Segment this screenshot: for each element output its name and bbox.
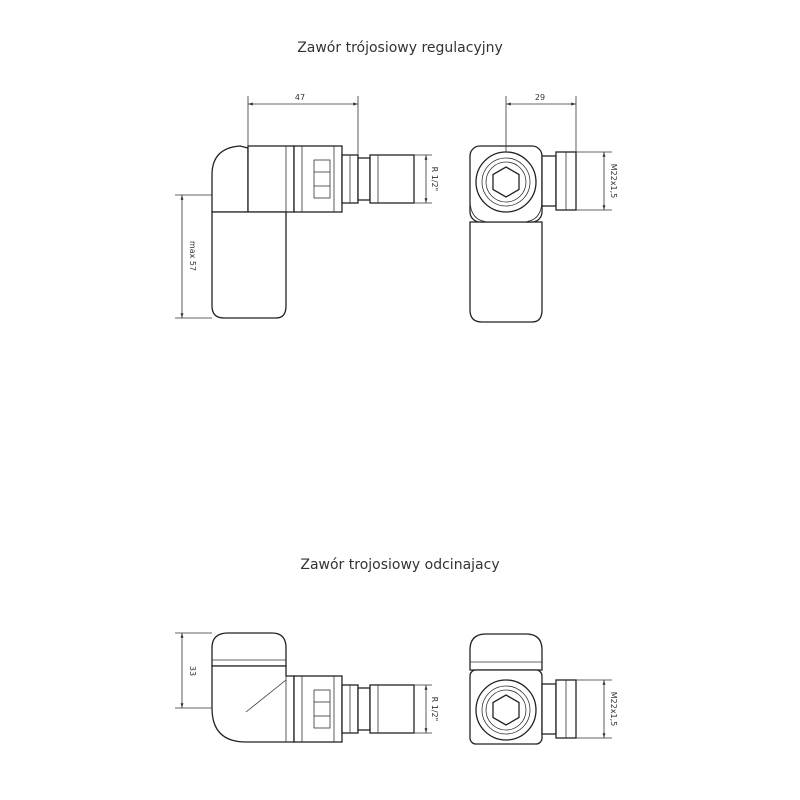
dim-bottom-thread-m: M22x1,5 [609,691,618,727]
threaded-connector [370,155,414,203]
dim-47: 47 [294,93,306,102]
front-shutoff-body [470,670,542,744]
shutoff-cap [212,633,286,666]
hex-nut [294,146,342,212]
bottom-side-view [175,633,439,742]
dim-33: 33 [188,665,197,677]
dim-bottom-thread-r: R 1/2" [430,696,439,722]
outlet-body [248,146,294,212]
diagram-title-shutoff-valve: Zawór trojosiowy odcinajacy [300,557,500,573]
top-side-view [175,93,439,318]
dim-thread-r: R 1/2" [430,166,439,192]
bottom-front-view [470,634,618,744]
elbow-body [212,146,248,212]
front-body [470,146,542,222]
shutoff-threaded-connector [370,685,414,733]
front-shutoff-cap [470,634,542,670]
valve-cap [212,212,286,318]
front-valve-cap [470,222,542,322]
top-front-view [470,93,618,322]
shutoff-hex-nut [294,676,342,742]
shutoff-elbow [212,666,294,742]
dim-29: 29 [534,93,546,102]
dim-max-57: max 57 [188,240,197,272]
diagram-title-regulating-valve: Zawór trójosiowy regulacyjny [297,40,503,56]
dim-thread-m: M22x1,5 [609,163,618,199]
